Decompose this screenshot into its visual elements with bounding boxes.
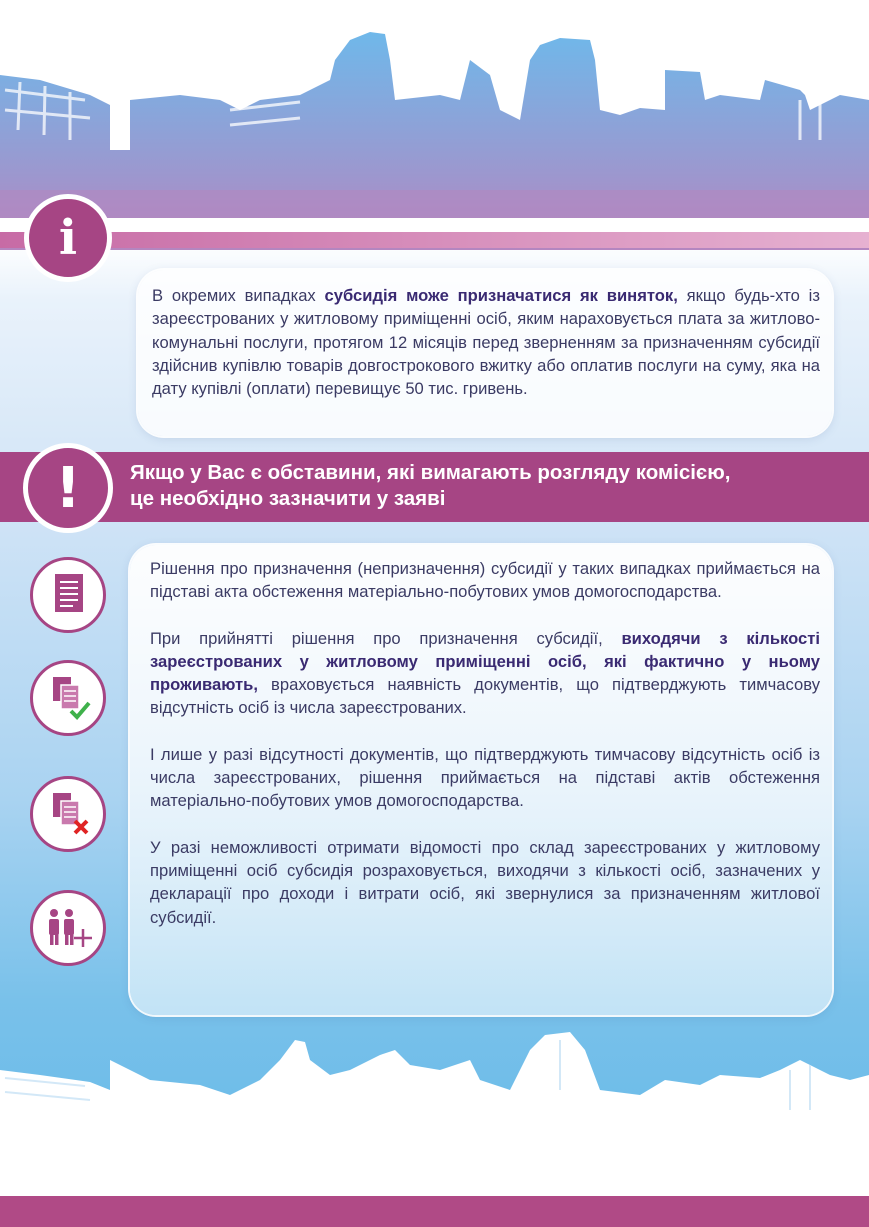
info-text-end: якщо будь-хто із зареєстрованих у житловому приміщенні осіб, яким нараховується плата за житлово-комунальні послуги, протягом 12 місяців перед зверненням за призначенням субсидії здійснив купівлю товарів довгострокового вжитку або оплатив послуги на суму, яка на дату купівлі (оплати) перевищує 50 тис. гривень. — [152, 286, 820, 399]
paragraph-registered-persons — [150, 627, 820, 720]
documents-check-icon — [30, 660, 106, 736]
info-icon — [24, 194, 112, 282]
p2-text-bold: виходячи з кількості зареєстрованих у житловому приміщенні осіб, які фактично у ньому проживають, — [150, 628, 820, 695]
top-stripe — [0, 218, 869, 248]
paragraph-no-documents: І лише у разі відсутності документів, що підтверджують тимчасову відсутність осіб із числа зареєстрованих, рішення приймається на підставі актів обстеження матеріально-побутових умов домогосподарства. — [150, 744, 820, 811]
p2-text-start: При прийнятті рішення про призначення субсидії, — [150, 628, 622, 648]
info-text-bold: субсидія може призначатися як виняток, — [324, 286, 678, 305]
warning-line-2: це необхідно зазначити у заяві — [130, 487, 446, 510]
document-icon — [30, 557, 106, 633]
exclamation-icon — [23, 443, 113, 533]
info-text-start: В окремих випадках — [152, 286, 325, 305]
paragraph-decision: Рішення про призначення (непризначення) субсидії у таких випадках приймається на підставі акта обстеження матеріально-побутових умов домогосподарства. — [150, 559, 820, 602]
warning-text — [130, 460, 850, 512]
p2-text-end: враховується наявність документів, що підтверджують тимчасову відсутність осіб із числа зареєстрованих. — [150, 675, 820, 718]
info-icon-glyph: i — [58, 210, 78, 266]
exclamation-glyph: ! — [55, 455, 81, 521]
warning-line-1: Якщо у Вас є обставини, які вимагають розгляду комісією, — [130, 461, 731, 484]
decision-card — [130, 545, 832, 1015]
bottom-stripe — [0, 1196, 869, 1227]
people-plus-icon — [30, 890, 106, 966]
documents-cross-icon — [30, 776, 106, 852]
top-skyline-illustration — [0, 0, 869, 250]
paragraph-declaration: У разі неможливості отримати відомості про склад зареєстрованих у житловому приміщенні осіб субсидія розраховується, виходячи з кількості осіб, зазначених у декларації про доходи і витрати осіб, які звернулися за призначенням житлової субсидії. — [150, 837, 820, 927]
info-card — [138, 270, 832, 436]
info-paragraph — [152, 284, 820, 400]
